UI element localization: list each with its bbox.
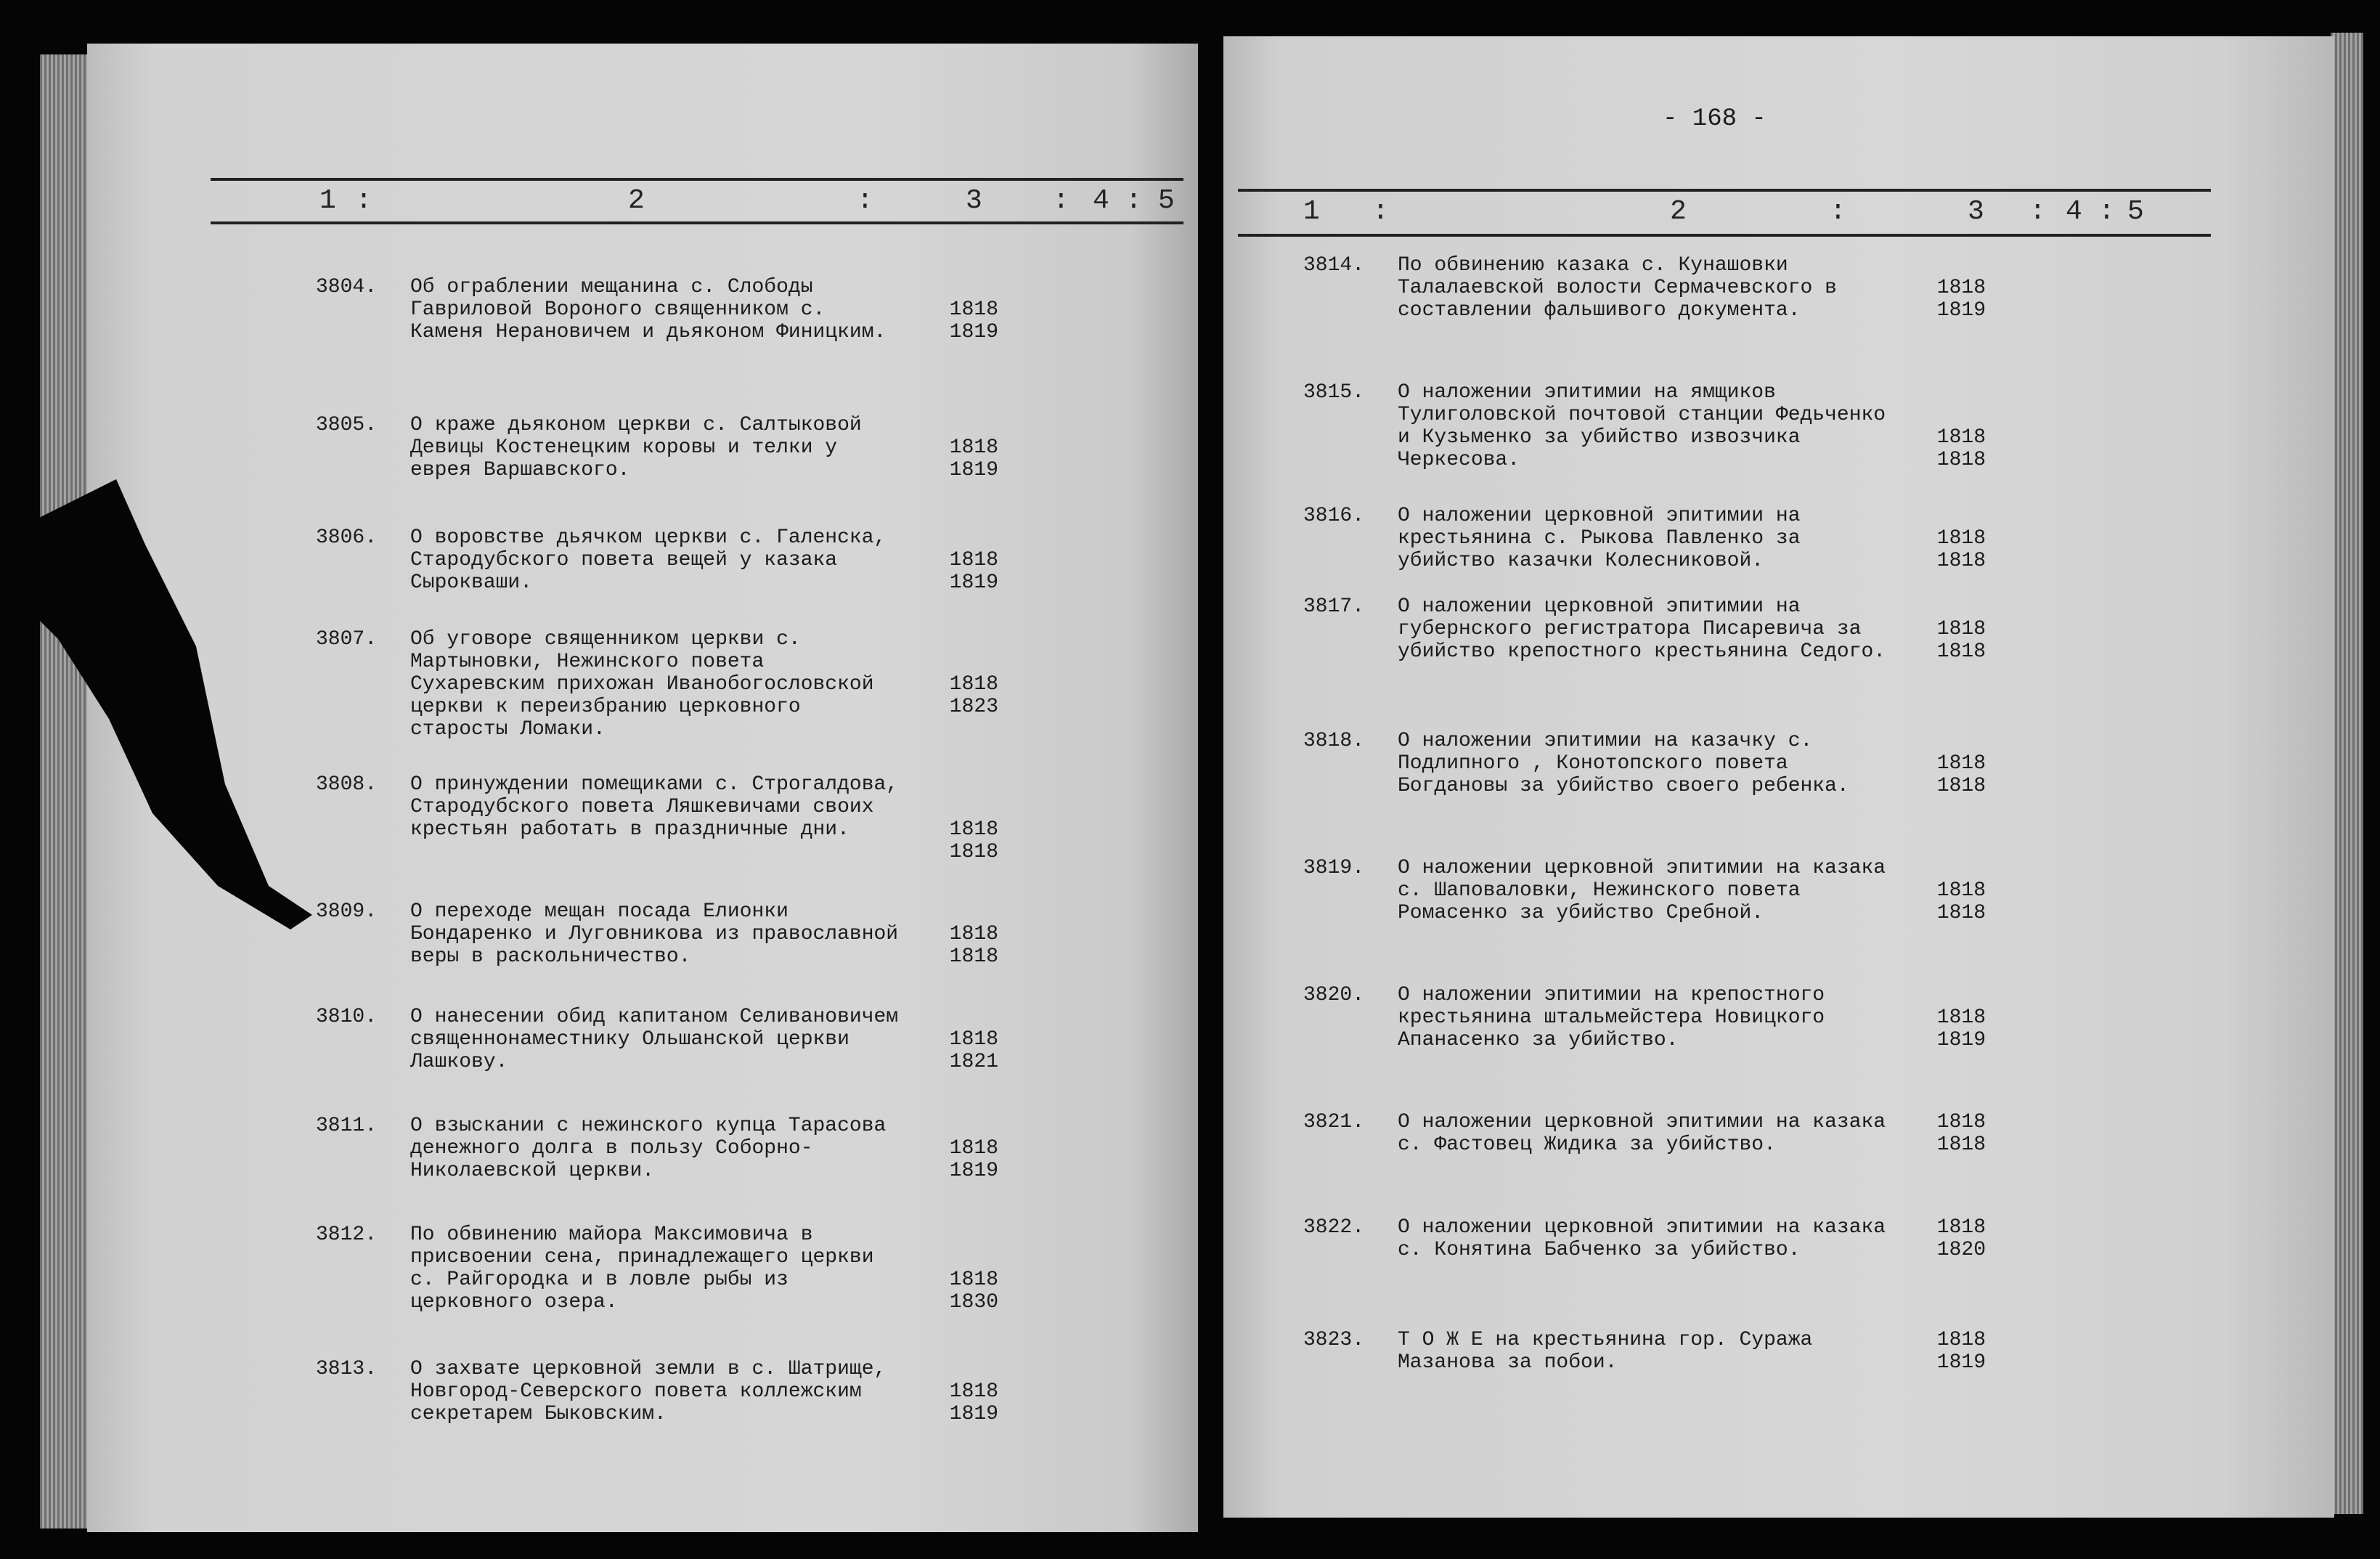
- entry-years: [911, 298, 998, 343]
- right-page: [1223, 36, 2334, 1518]
- end-year: 1819: [1936, 1351, 1986, 1374]
- entry-number: 3823.: [1303, 1329, 1365, 1351]
- entry-number: 3805.: [316, 414, 378, 436]
- end-year: 1821: [949, 1051, 998, 1073]
- start-year: 1818: [1936, 426, 1986, 449]
- entry-number: 3804.: [316, 276, 378, 298]
- col-sep: :: [1830, 196, 1848, 227]
- entry-number: 3819.: [1303, 857, 1365, 879]
- entry-description: О краже дьяконом церкви с. Салтыковой Девицы Костенецким коровы и телки у еврея Варшавского.: [410, 414, 874, 481]
- end-year: 1823: [949, 696, 998, 718]
- entry-description: О принуждении помещиками с. Строгалдова, Стародубского повета Ляшкевичами своих крестьян работать в праздничные дни.: [410, 773, 910, 841]
- start-year: 1818: [1936, 1006, 1986, 1029]
- start-year: 1818: [949, 436, 998, 459]
- end-year: 1818: [1936, 1133, 1986, 1156]
- entry-number: 3809.: [316, 900, 378, 923]
- entry-years: [911, 549, 998, 594]
- entry-description: О наложении церковной эпитимии на губернского регистратора Писаревича за убийство крепостного крестьянина Седого.: [1398, 595, 1886, 663]
- entry-description: О переходе мещан посада Елионки Бондаренко и Луговникова из православной веры в раскольничество.: [410, 900, 910, 968]
- entry-number: 3812.: [316, 1224, 378, 1246]
- entry-number: 3815.: [1303, 381, 1365, 404]
- end-year: 1830: [949, 1291, 998, 1314]
- entry-description: О наложении церковной эпитимии на крестьянина с. Рыкова Павленко за убийство казачки Колесниковой.: [1398, 505, 1813, 572]
- header-rule-top: [1238, 189, 2211, 192]
- end-year: 1818: [1936, 775, 1986, 797]
- entry-description: О наложении церковной эпитимии на казака с. Фастовец Жидика за убийство.: [1398, 1111, 1898, 1156]
- end-year: 1819: [1936, 299, 1986, 322]
- entry-years: [911, 818, 998, 863]
- col-2-header: 2: [628, 185, 646, 216]
- start-year: 1818: [949, 1380, 998, 1403]
- entry-years: [1899, 1111, 1986, 1156]
- col-4-header: 4: [1093, 185, 1111, 216]
- col-1-header: 1: [1303, 196, 1321, 227]
- end-year: 1819: [949, 571, 998, 594]
- end-year: 1818: [949, 945, 998, 968]
- end-year: 1819: [949, 321, 998, 343]
- end-year: 1818: [1936, 550, 1986, 572]
- col-5-header: 5: [2127, 196, 2145, 227]
- start-year: 1818: [1936, 277, 1986, 299]
- end-year: 1818: [1936, 902, 1986, 924]
- entry-number: 3808.: [316, 773, 378, 796]
- entry-description: О наложении эпитимии на казачку с. Подлипного , Конотопского повета Богдановы за убийство своего ребенка.: [1398, 730, 1849, 797]
- start-year: 1818: [949, 1137, 998, 1160]
- end-year: 1819: [949, 1160, 998, 1182]
- entry-description: О наложении церковной эпитимии на казака с. Шаповаловки, Нежинского повета Ромасенко за убийство Сребной.: [1398, 857, 1898, 924]
- col-2-header: 2: [1670, 196, 1688, 227]
- col-sep: :: [857, 185, 875, 216]
- entry-years: [1899, 426, 1986, 471]
- entry-description: По обвинению майора Максимовича в присвоении сена, принадлежащего церкви с. Райгородка и в ловле рыбы из церковного озера.: [410, 1224, 887, 1314]
- end-year: 1819: [1936, 1029, 1986, 1051]
- entry-description: Т О Ж Е на крестьянина гор. Суража Мазанова за побои.: [1398, 1329, 1825, 1374]
- entry-description: О наложении церковной эпитимии на казака с. Конятина Бабченко за убийство.: [1398, 1216, 1898, 1261]
- entry-number: 3806.: [316, 526, 378, 549]
- entry-years: [911, 1269, 998, 1314]
- entry-years: [1899, 618, 1986, 663]
- entry-years: [1899, 277, 1986, 322]
- page-damage-blot: [29, 479, 319, 929]
- start-year: 1818: [949, 1269, 998, 1291]
- entry-years: [1899, 527, 1986, 572]
- entry-number: 3822.: [1303, 1216, 1365, 1239]
- entry-years: [1899, 1216, 1986, 1261]
- col-sep: :: [2029, 196, 2047, 227]
- header-rule-bottom: [1238, 234, 2211, 237]
- entry-years: [1899, 879, 1986, 924]
- entry-years: [1899, 752, 1986, 797]
- start-year: 1818: [1936, 618, 1986, 640]
- entry-number: 3810.: [316, 1006, 378, 1028]
- entry-years: [1899, 1006, 1986, 1051]
- start-year: 1818: [1936, 879, 1986, 902]
- entry-number: 3811.: [316, 1115, 378, 1137]
- entry-number: 3821.: [1303, 1111, 1365, 1133]
- col-5-header: 5: [1158, 185, 1176, 216]
- entry-years: [911, 923, 998, 968]
- entry-years: [1899, 1329, 1986, 1374]
- col-4-header: 4: [2066, 196, 2084, 227]
- entry-years: [911, 1137, 998, 1182]
- start-year: 1818: [1936, 1216, 1986, 1239]
- entry-number: 3807.: [316, 628, 378, 651]
- entry-years: [911, 1028, 998, 1073]
- header-rule-bottom: [211, 221, 1183, 224]
- entry-description: О захвате церковной земли в с. Шатрище, Новгород-Северского повета коллежским секретарем Быковским.: [410, 1358, 899, 1425]
- start-year: 1818: [949, 1028, 998, 1051]
- start-year: 1818: [1936, 752, 1986, 775]
- start-year: 1818: [949, 818, 998, 841]
- entry-number: 3814.: [1303, 254, 1365, 277]
- header-rule-top: [211, 178, 1183, 181]
- start-year: 1818: [949, 673, 998, 696]
- entry-years: [911, 436, 998, 481]
- col-sep: :: [1372, 196, 1390, 227]
- entry-description: О взыскании с нежинского купца Тарасова денежного долга в пользу Соборно-Николаевской церкви.: [410, 1115, 899, 1182]
- start-year: 1818: [949, 549, 998, 571]
- col-sep: :: [1053, 185, 1071, 216]
- entry-description: О воровстве дьячком церкви с. Галенска, Стародубского повета вещей у казака Сырокваши.: [410, 526, 899, 594]
- entry-description: О наложении эпитимии на крепостного крестьянина штальмейстера Новицкого Апанасенко за убийство.: [1398, 984, 1837, 1051]
- col-sep: :: [2098, 196, 2116, 227]
- end-year: 1819: [949, 1403, 998, 1425]
- entry-description: Об ограблении мещанина с. Слободы Гавриловой Вороного священником с. Каменя Нерановичем и дьяконом Финицким.: [410, 276, 887, 343]
- entry-number: 3820.: [1303, 984, 1365, 1006]
- entry-number: 3813.: [316, 1358, 378, 1380]
- end-year: 1818: [1936, 449, 1986, 471]
- col-3-header: 3: [1968, 196, 1986, 227]
- page-number: - 168 -: [1663, 105, 1766, 133]
- entry-number: 3816.: [1303, 505, 1365, 527]
- entry-number: 3817.: [1303, 595, 1365, 618]
- end-year: 1818: [949, 841, 998, 863]
- entry-description: О наложении эпитимии на ямщиков Тулиголовской почтовой станции Федьченко и Кузьменко за убийство извозчика Черкесова.: [1398, 381, 1898, 471]
- start-year: 1818: [949, 923, 998, 945]
- col-3-header: 3: [966, 185, 984, 216]
- entry-number: 3818.: [1303, 730, 1365, 752]
- start-year: 1818: [949, 298, 998, 321]
- start-year: 1818: [1936, 527, 1986, 550]
- entry-years: [911, 673, 998, 718]
- entry-description: Об уговоре священником церкви с. Мартыновки, Нежинского повета Сухаревским прихожан Иванобогословской церкви к переизбранию церковного старосты Ломаки.: [410, 628, 887, 741]
- entry-description: По обвинению казака с. Кунашовки Талалаевской волости Сермачевского в составлении фальшивого документа.: [1398, 254, 1849, 322]
- right-page-edges: [2331, 33, 2363, 1514]
- entry-description: О нанесении обид капитаном Селивановичем священнонаместнику Ольшанской церкви Лашкову.: [410, 1006, 910, 1073]
- start-year: 1818: [1936, 1329, 1986, 1351]
- col-1-header: 1 :: [319, 185, 374, 216]
- start-year: 1818: [1936, 1111, 1986, 1133]
- end-year: 1820: [1936, 1239, 1986, 1261]
- col-sep: :: [1125, 185, 1144, 216]
- entry-years: [911, 1380, 998, 1425]
- end-year: 1819: [949, 459, 998, 481]
- end-year: 1818: [1936, 640, 1986, 663]
